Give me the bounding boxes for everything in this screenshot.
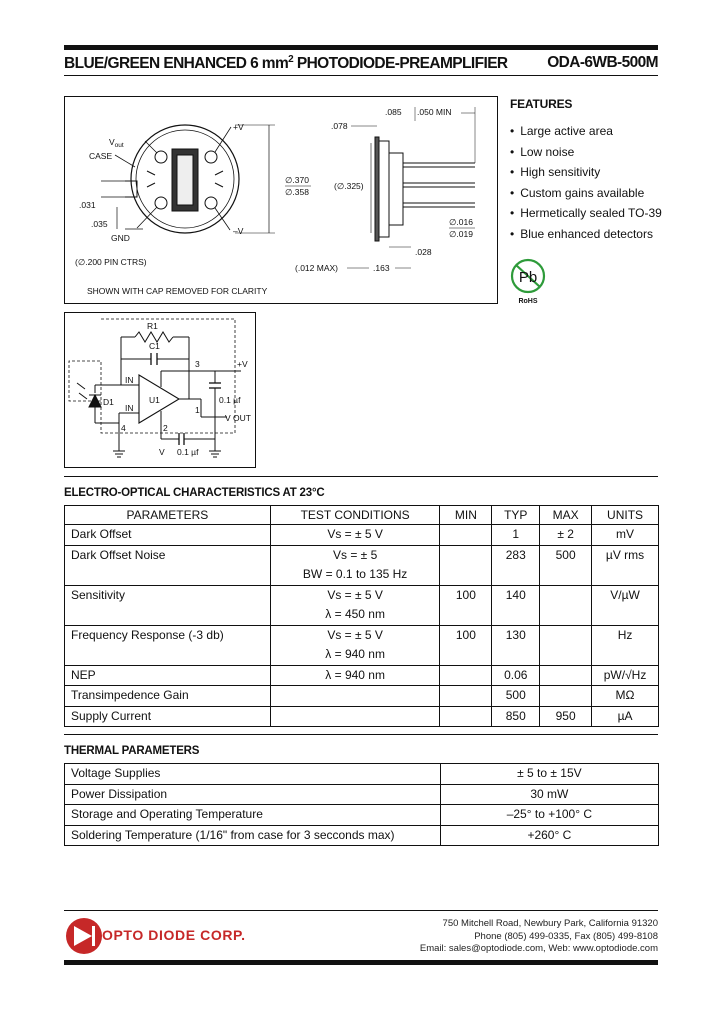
dim-163: .163	[373, 263, 390, 273]
typ-cell: 283	[505, 547, 526, 562]
max-cell	[540, 626, 591, 646]
max-cell: ± 2	[557, 527, 574, 541]
top-rule	[64, 45, 658, 50]
table-row	[65, 686, 659, 707]
plus-v-label: +V	[233, 122, 244, 132]
col-header: MIN	[440, 506, 492, 525]
u1-label: U1	[149, 395, 160, 405]
circuit-diagram	[64, 312, 256, 468]
min-cell: 100	[455, 627, 476, 642]
circuit-svg	[65, 313, 255, 467]
case-label: CASE	[89, 151, 113, 161]
title-main: BLUE/GREEN ENHANCED 6 mm	[64, 55, 289, 72]
col-header: MAX	[540, 506, 592, 525]
vout-label: V OUT	[225, 413, 251, 423]
features-list	[510, 121, 662, 244]
min-cell	[440, 525, 491, 545]
vout-label: V	[109, 137, 115, 147]
pin-plus-v	[205, 151, 217, 163]
typ-cell: 500	[505, 688, 526, 702]
features-heading: FEATURES	[510, 97, 573, 111]
cond-cell	[271, 686, 440, 706]
phone-line: Phone (805) 499-0335, Fax (805) 499-8108	[474, 930, 658, 942]
max-cell	[540, 586, 591, 606]
units-cell: µV rms	[605, 547, 645, 562]
cond-cell: Vs = ± 5	[332, 547, 378, 562]
value-cell: 30 mW	[530, 786, 569, 801]
typ-cell: 140	[505, 587, 526, 602]
table-row	[65, 706, 659, 727]
side-body	[389, 153, 403, 225]
max-cell	[540, 666, 591, 686]
thermal-table	[64, 763, 659, 846]
eo-title: ELECTRO-OPTICAL CHARACTERISTICS AT 23°C	[64, 487, 325, 499]
title-rest: PHOTODIODE-PREAMPLIFIER	[293, 55, 508, 72]
min-cell: 100	[455, 587, 476, 602]
package-outline	[69, 319, 235, 433]
thermal-title: THERMAL PARAMETERS	[64, 745, 200, 757]
table-row	[65, 784, 659, 805]
features-section	[510, 97, 662, 244]
email-line: Email: sales@optodiode.com, Web: www.optodiode.com	[419, 943, 658, 954]
col-header: TYP	[492, 506, 540, 525]
cond-cell: Vs = ± 5 V	[327, 587, 383, 602]
max-cell: 500	[555, 547, 576, 562]
c1-label: C1	[149, 341, 160, 351]
units-cell: pW/√Hz	[603, 667, 647, 682]
cap1-label: 0.1 µf	[219, 395, 241, 405]
min-cell	[440, 707, 491, 727]
dim-050: .050 MIN	[417, 107, 452, 117]
minus-v-label: –V	[233, 226, 244, 236]
units-cell: mV	[616, 527, 635, 541]
side-flange	[375, 137, 379, 241]
dia-016: ∅.016	[449, 217, 473, 227]
units-cell: V/µW	[610, 587, 640, 602]
pin4-label: 4	[121, 423, 126, 433]
param-cell: Storage and Operating Temperature	[71, 807, 263, 821]
cond-cell: Vs = ± 5 V	[327, 627, 383, 642]
typ-cell: 1	[512, 527, 520, 541]
col-header: TEST CONDITIONS	[270, 506, 440, 525]
value-cell: –25° to +100° C	[506, 807, 593, 821]
feature-item: • Low noise	[510, 142, 662, 163]
cond-cell: Vs = ± 5 V	[327, 527, 383, 541]
cond-cell	[271, 707, 440, 727]
pin3-label: 3	[195, 359, 200, 369]
pin2-label: 2	[163, 423, 168, 433]
param-cell: Transimpedence Gain	[71, 688, 189, 702]
feature-item: • High sensitivity	[510, 162, 662, 183]
feature-item: • Large active area	[510, 121, 662, 142]
table-row	[65, 764, 659, 785]
drawing-caption: SHOWN WITH CAP REMOVED FOR CLARITY	[87, 286, 268, 296]
vout-leader	[145, 141, 157, 153]
feature-item: • Custom gains available	[510, 183, 662, 204]
footer-rule	[64, 910, 658, 911]
col-header: UNITS	[592, 506, 659, 525]
max-cell: 950	[555, 708, 576, 723]
min-cell	[440, 666, 491, 686]
address-line: 750 Mitchell Road, Newbury Park, California 91320	[442, 918, 658, 929]
dim-085: .085	[385, 107, 402, 117]
table-row	[65, 525, 659, 546]
in-minus-label: IN	[125, 375, 134, 385]
param-cell: Voltage Supplies	[71, 766, 161, 780]
value-cell: +260° C	[527, 827, 572, 842]
rohs-icon	[508, 258, 548, 306]
section-rule-2	[64, 734, 658, 735]
dia-325: (∅.325)	[334, 181, 364, 191]
param-cell: Dark Offset Noise	[71, 547, 166, 562]
table-row	[65, 825, 659, 846]
param-cell: NEP	[71, 667, 96, 682]
param-cell: Sensitivity	[71, 587, 126, 602]
case-leader	[115, 155, 135, 167]
units-cell: MΩ	[615, 688, 635, 702]
company-contact	[420, 918, 658, 956]
param-cell: Power Dissipation	[71, 786, 168, 801]
die-active	[177, 155, 193, 205]
page-title	[64, 54, 658, 73]
dia-019: ∅.019	[449, 229, 473, 239]
rohs-pb: Pb	[518, 269, 538, 286]
typ-cell: 0.06	[504, 667, 528, 682]
param-cell: Supply Current	[71, 708, 152, 723]
vout-sub: out	[114, 142, 124, 149]
pin-centers-label: (∅.200 PIN CTRS)	[75, 257, 147, 267]
feature-item: • Hermetically sealed TO-39	[510, 203, 662, 224]
typ-cell: 130	[505, 627, 526, 642]
pin1-label: 1	[195, 405, 200, 415]
value-cell: ± 5 to ± 15V	[517, 766, 582, 780]
min-cell	[440, 686, 491, 706]
param-cell: Frequency Response (-3 db)	[71, 627, 224, 642]
bottom-rule	[64, 960, 658, 965]
cap2-label: 0.1 µf	[177, 447, 199, 457]
table-row	[65, 805, 659, 826]
rohs-badge	[508, 258, 548, 306]
cond-cell-2: BW = 0.1 to 135 Hz	[302, 567, 408, 581]
plus-v-label: +V	[237, 359, 248, 369]
title-superscript: 2	[288, 54, 294, 65]
part-number: ODA-6WB-500M	[547, 54, 658, 71]
eo-table	[64, 505, 659, 727]
light-arrows	[77, 383, 87, 399]
eo-header-row	[65, 506, 659, 525]
in-plus-label: IN	[125, 403, 134, 413]
opto-diode-logo-icon	[64, 916, 104, 956]
col-header: PARAMETERS	[65, 506, 271, 525]
pin-minus-v	[205, 197, 217, 209]
section-rule-1	[64, 476, 658, 477]
r1-label: R1	[147, 321, 158, 331]
units-cell: µA	[617, 708, 633, 723]
company-name: OPTO DIODE CORP.	[102, 927, 246, 943]
minus-v-label: V	[159, 447, 165, 457]
title-underline	[64, 75, 658, 76]
mechanical-drawing-svg	[65, 97, 497, 303]
mechanical-drawing	[64, 96, 498, 304]
param-cell: Soldering Temperature (1/16" from case for 3 secconds max)	[71, 827, 395, 842]
gnd-label: GND	[111, 233, 130, 243]
max-cell	[540, 686, 591, 706]
param-cell: Dark Offset	[71, 527, 132, 541]
feature-item: • Blue enhanced detectors	[510, 224, 662, 245]
cond-cell: λ = 940 nm	[325, 667, 385, 682]
table-row	[65, 545, 659, 585]
company-logo	[64, 916, 104, 956]
dim-012: (.012 MAX)	[295, 263, 338, 273]
dia-370: ∅.370	[285, 175, 309, 185]
table-row	[65, 585, 659, 625]
table-row	[65, 625, 659, 665]
cond-cell-2: λ = 940 nm	[325, 647, 385, 661]
dia-358: ∅.358	[285, 187, 309, 197]
min-cell	[440, 546, 491, 566]
svg-text:Vout	[109, 137, 124, 149]
rohs-label: RoHS	[518, 298, 538, 305]
dim-031: .031	[79, 200, 96, 210]
dim-028: .028	[415, 247, 432, 257]
dim-078: .078	[331, 121, 348, 131]
dim-035: .035	[91, 219, 108, 229]
cond-cell-2: λ = 450 nm	[325, 607, 385, 621]
typ-cell: 850	[505, 708, 526, 723]
units-cell: Hz	[617, 627, 633, 642]
table-row	[65, 665, 659, 686]
d1-label: D1	[103, 397, 114, 407]
